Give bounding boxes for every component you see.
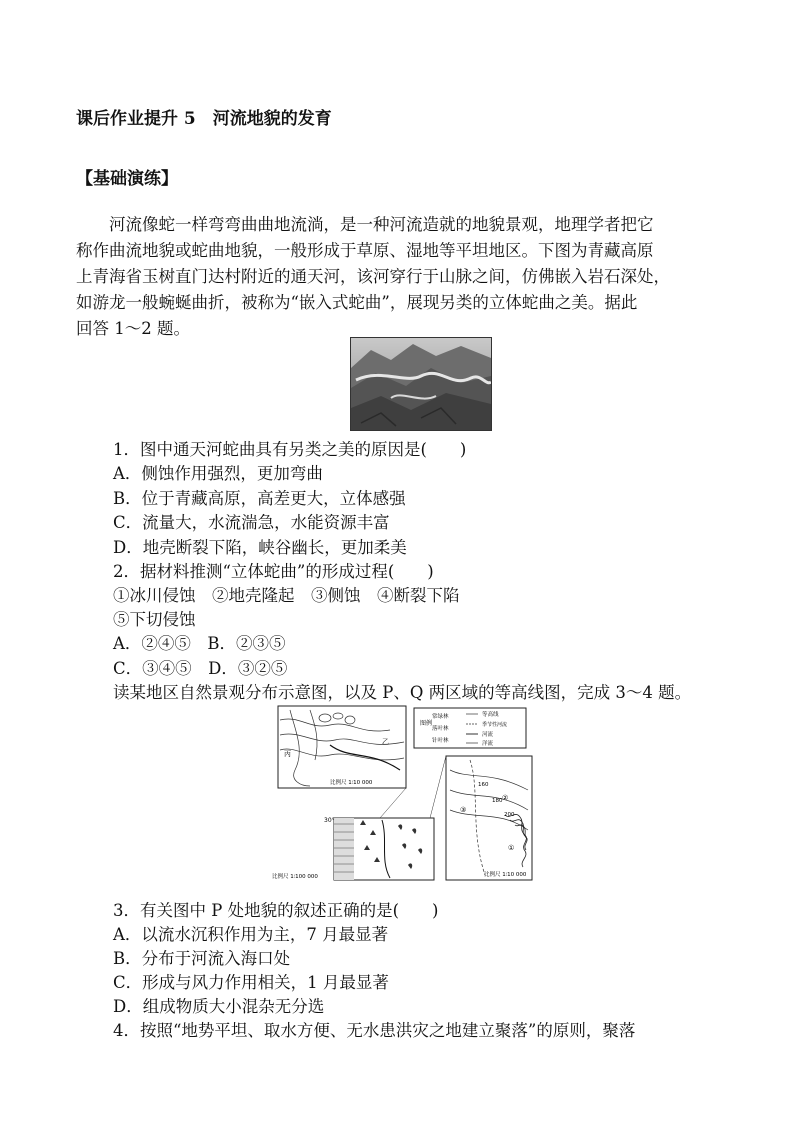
legend-item: 河流: [482, 732, 494, 738]
intro-line: 河流像蛇一样弯弯曲曲地流淌，是一种河流造就的地貌景观，地理学者把它: [76, 215, 654, 234]
intro-paragraph: [76, 212, 726, 342]
question-1-option-d: D．地壳断裂下陷，峡谷幽长，更加柔美: [113, 538, 407, 557]
question-2-items: ①冰川侵蚀 ②地壳隆起 ③侧蚀 ④断裂下陷: [113, 586, 460, 605]
river-meander-photo: [350, 337, 492, 431]
question-2-option-cd: C．③④⑤ D．③②⑤: [113, 659, 288, 678]
intro-line: 回答 1～2 题。: [76, 319, 190, 338]
question-2-option-ab: A．②④⑤ B．②③⑤: [113, 634, 286, 653]
figure-mark: 180: [492, 798, 503, 804]
figure-mark: 乙: [382, 738, 389, 746]
legend-item: 等高线: [482, 712, 499, 718]
question-3-option-d: D．组成物质大小混杂无分选: [113, 997, 325, 1016]
section-heading: 【基础演练】: [76, 169, 178, 189]
legend-item: 针叶林: [432, 738, 449, 744]
question-3-option-b: B．分布于河流入海口处: [113, 949, 291, 968]
intro-line: 如游龙一般蜿蜒曲折，被称为“嵌入式蛇曲”，展现另类的立体蛇曲之美。据此: [76, 293, 638, 312]
question-4-stem: 4．按照“地势平坦、取水方便、无水患洪灾之地建立聚落”的原则，聚落: [113, 1021, 636, 1040]
figure-scale-c: 比例尺 1∶10 000: [484, 872, 527, 878]
page-title: 课后作业提升 5 河流地貌的发育: [76, 109, 332, 129]
legend-label: 图例: [420, 720, 433, 727]
legend-item: 常绿林: [432, 714, 449, 720]
legend-item: 季节性河流: [482, 722, 508, 728]
landscape-contour-figure: [270, 700, 534, 884]
figure-mark: ③: [460, 806, 467, 814]
legend-item: 洋流: [482, 741, 494, 747]
question-1-option-b: B．位于青藏高原，高差更大，立体感强: [113, 489, 406, 508]
question-1-stem: 1．图中通天河蛇曲具有另类之美的原因是( ): [113, 440, 467, 459]
figure-latitude: 30°: [324, 817, 335, 824]
figure-mark: ①: [508, 844, 515, 852]
question-3-option-a: A．以流水沉积作用为主，7 月最显著: [113, 925, 389, 944]
questions-3-4-lead: 读某地区自然景观分布示意图，以及 P、Q 两区域的等高线图，完成 3～4 题。: [113, 683, 692, 702]
question-2-items: ⑤下切侵蚀: [113, 610, 196, 629]
question-3-stem: 3．有关图中 P 处地貌的叙述正确的是( ): [113, 901, 439, 920]
figure-mark: ②: [502, 794, 509, 802]
question-2-stem: 2．据材料推测“立体蛇曲”的形成过程( ): [113, 562, 434, 581]
figure-mark: 160: [478, 782, 489, 788]
question-1-option-c: C．流量大，水流湍急，水能资源丰富: [113, 513, 390, 532]
figure-scale-a: 比例尺 1∶10 000: [330, 780, 373, 786]
legend-item: 落叶林: [432, 726, 449, 732]
intro-line: 称作曲流地貌或蛇曲地貌，一般形成于草原、湿地等平坦地区。下图为青藏高原: [76, 241, 654, 260]
question-1-option-a: A．侧蚀作用强烈，更加弯曲: [113, 464, 323, 483]
intro-line: 上青海省玉树直门达村附近的通天河，该河穿行于山脉之间，仿佛嵌入岩石深处，: [76, 267, 670, 286]
figure-scale-b: 比例尺 1∶100 000: [272, 874, 318, 880]
question-3-option-c: C．形成与风力作用相关，1 月最显著: [113, 973, 389, 992]
figure-mark: 丙: [284, 750, 291, 758]
figure-mark: 200: [504, 812, 515, 818]
